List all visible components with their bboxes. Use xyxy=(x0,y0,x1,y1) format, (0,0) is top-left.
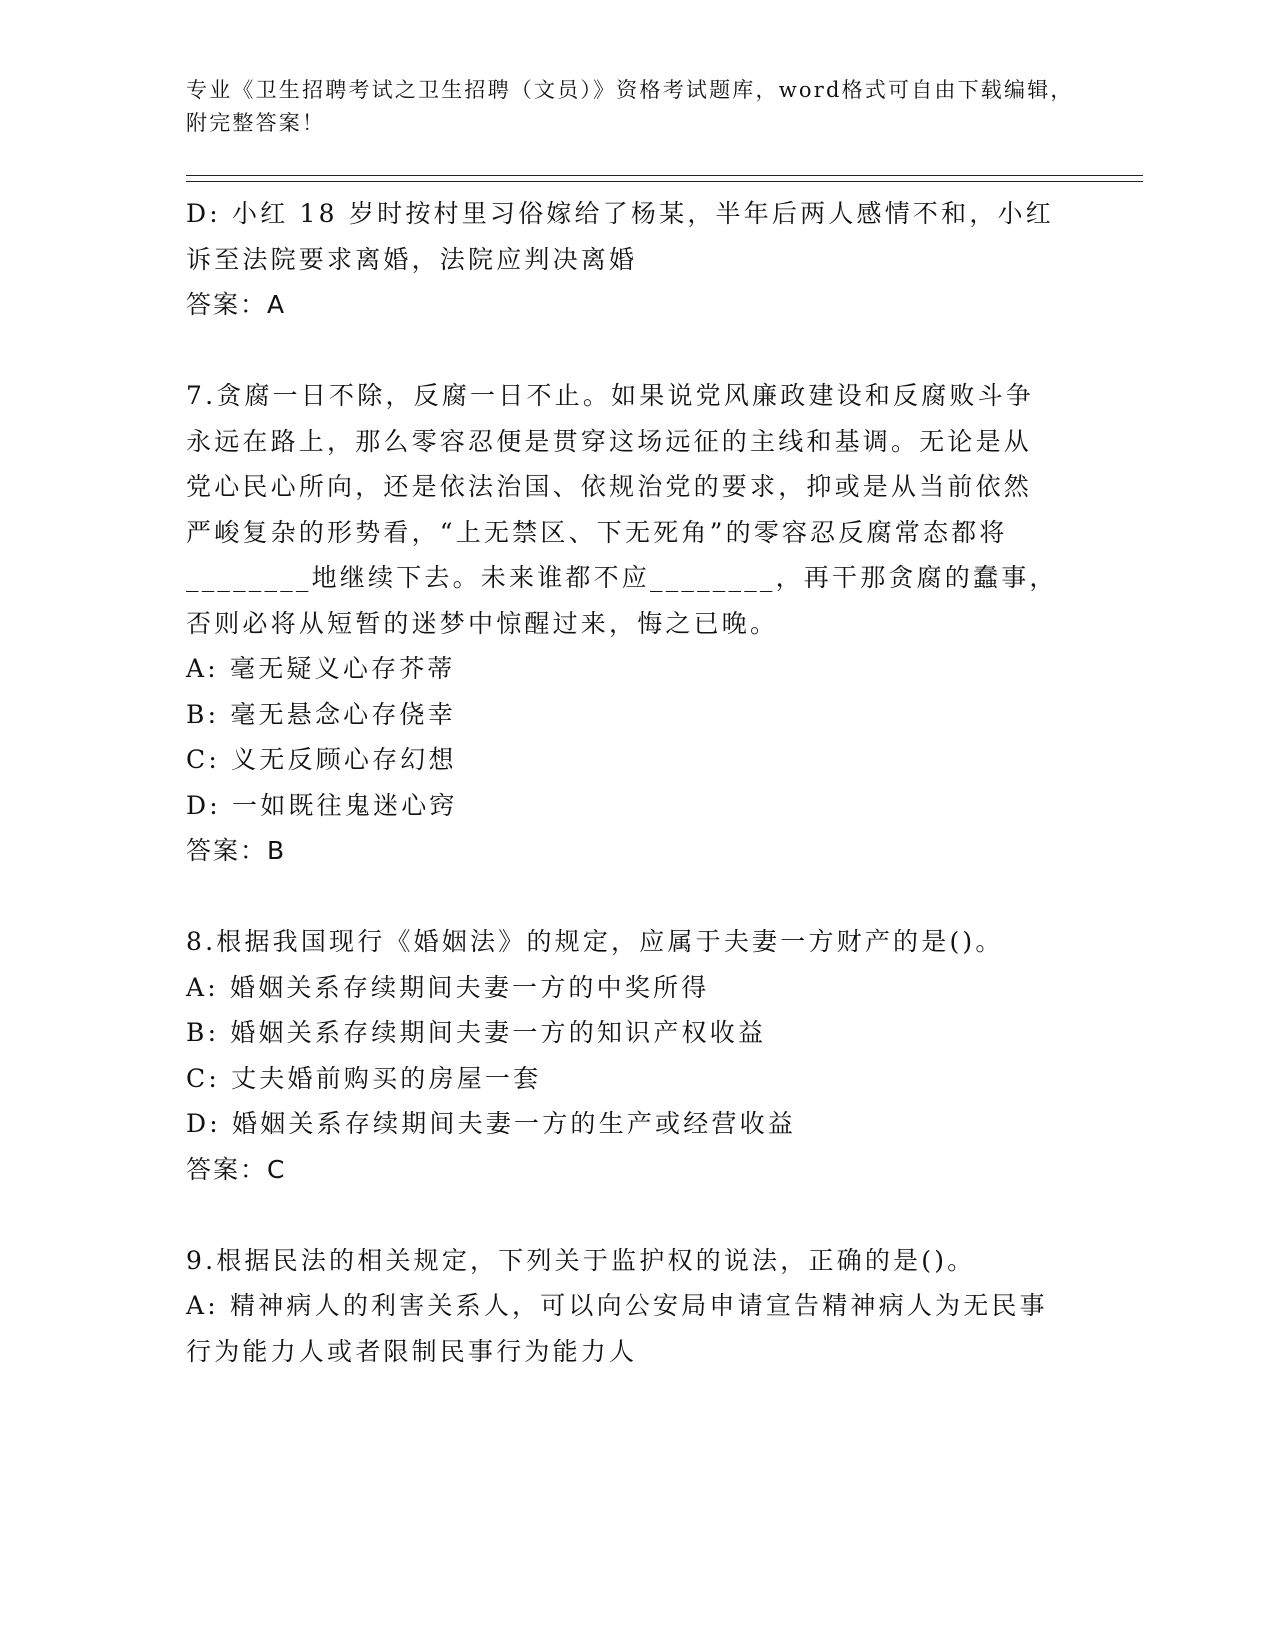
question-text: 否则必将从短暂的迷梦中惊醒过来，悔之已晚。 xyxy=(186,608,779,638)
option-c: C: 义无反顾心存幻想 xyxy=(186,745,457,774)
document-header: 专业《卫生招聘考试之卫生招聘（文员）》资格考试题库，word格式可自由下载编辑，附完整答案！ xyxy=(186,78,1074,135)
question-7 xyxy=(186,373,1086,874)
question-content xyxy=(186,191,1086,1374)
question-text: 8.根据我国现行《婚姻法》的规定，应属于夫妻一方财产的是()。 xyxy=(186,927,1004,956)
question-text: 党心民心所向，还是依法治国、依规治党的要求，抑或是从当前依然 xyxy=(186,472,1033,501)
question-text: ________地继续下去。未来谁都不应________，再干那贪腐的蠢事， xyxy=(186,563,1058,592)
option-d: D: 一如既往鬼迷心窍 xyxy=(186,790,458,820)
option-a: A: 婚姻关系存续期间夫妻一方的中奖所得 xyxy=(186,972,710,1002)
option-d-continued: 诉至法院要求离婚，法院应判决离婚 xyxy=(186,244,638,274)
option-d: D: 小红 18 岁时按村里习俗嫁给了杨某，半年后两人感情不和，小红 xyxy=(186,199,1054,228)
question-text: 严峻复杂的形势看，“上无禁区、下无死角”的零容忍反腐常态都将 xyxy=(186,517,1008,547)
question-6-tail xyxy=(186,191,1086,328)
header-divider-bottom xyxy=(186,181,1143,182)
option-a: A: 毫无疑义心存芥蒂 xyxy=(186,654,456,683)
answer: 答案：C xyxy=(186,1154,287,1184)
spacer xyxy=(186,874,1086,920)
option-a: A: 精神病人的利害关系人，可以向公安局申请宣告精神病人为无民事 xyxy=(186,1291,1048,1320)
option-b: B: 婚姻关系存续期间夫妻一方的知识产权收益 xyxy=(186,1018,767,1047)
spacer xyxy=(186,1192,1086,1238)
question-text: 永远在路上，那么零容忍便是贯穿这场远征的主线和基调。无论是从 xyxy=(186,426,1033,456)
answer: 答案：B xyxy=(186,836,287,865)
option-a-continued: 行为能力人或者限制民事行为能力人 xyxy=(186,1336,638,1366)
question-9 xyxy=(186,1238,1086,1375)
option-b: B: 毫无悬念心存侥幸 xyxy=(186,699,456,729)
question-8 xyxy=(186,919,1086,1192)
header-divider-top xyxy=(186,175,1143,176)
question-text: 9.根据民法的相关规定，下列关于监护权的说法，正确的是()。 xyxy=(186,1245,976,1275)
option-d: D: 婚姻关系存续期间夫妻一方的生产或经营收益 xyxy=(186,1109,797,1138)
spacer xyxy=(186,328,1086,374)
answer: 答案：A xyxy=(186,290,287,319)
option-c: C: 丈夫婚前购买的房屋一套 xyxy=(186,1063,542,1093)
question-text: 7.贪腐一日不除，反腐一日不止。如果说党风廉政建设和反腐败斗争 xyxy=(186,381,1035,410)
